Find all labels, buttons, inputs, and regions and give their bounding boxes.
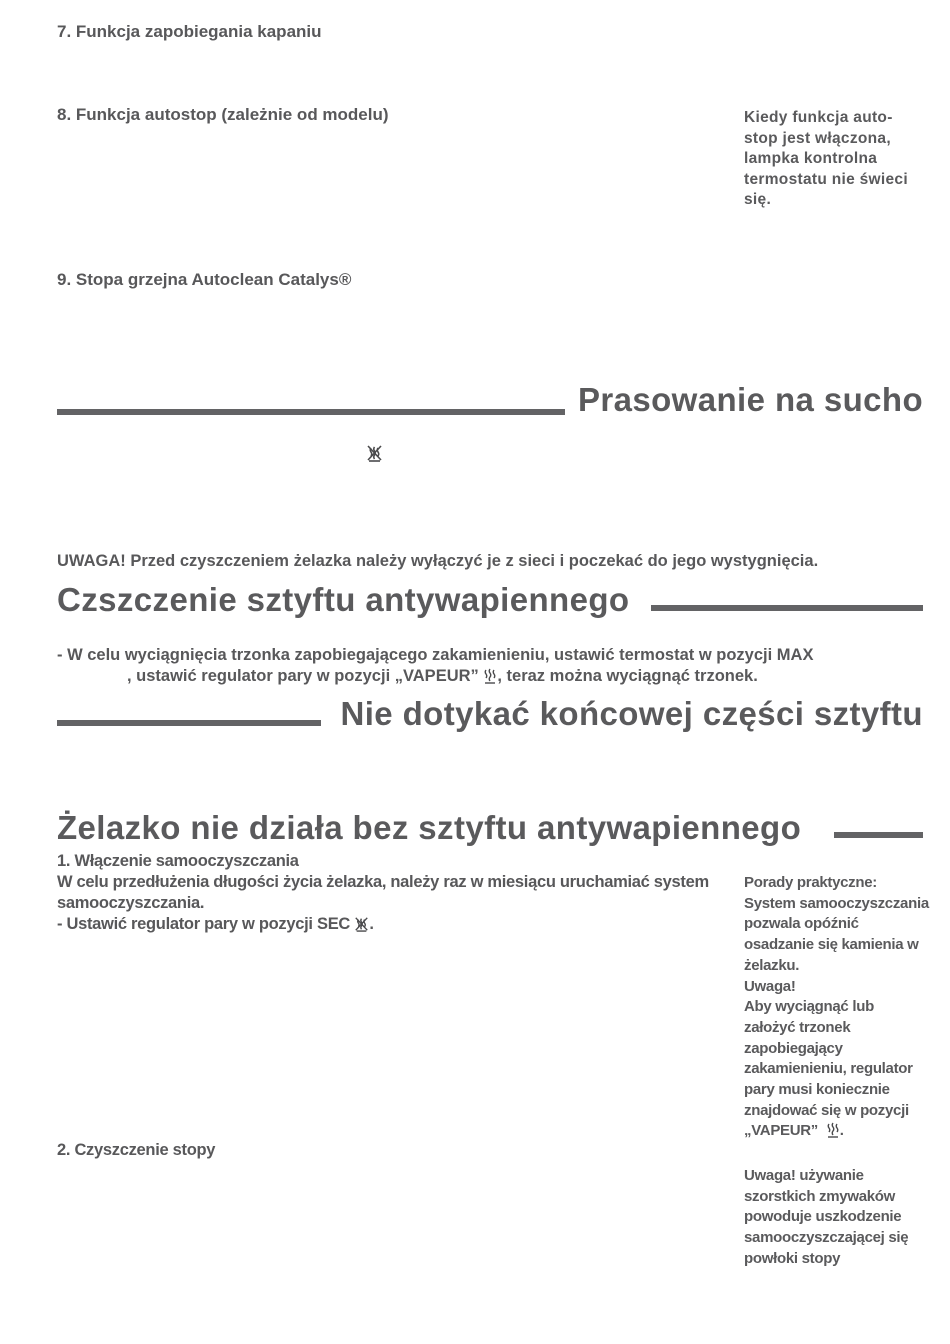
self-clean-part: . [369, 915, 374, 933]
self-clean-line: samooczyszczania. [57, 894, 205, 912]
tips-line: zapobiegający [744, 1039, 843, 1057]
tips-sidebar [744, 873, 939, 1269]
autostop-note-line: Kiedy funkcja auto- [744, 109, 893, 126]
self-clean-line [57, 914, 727, 938]
tips-line: znajdować się w pozycji [744, 1101, 909, 1119]
section-7-title: 7. Funkcja zapobiegania kapaniu [57, 22, 322, 41]
tips-line: osadzanie się kamienia w [744, 936, 919, 954]
dry-steam-off-icon [354, 916, 369, 938]
tips-warning-line: Uwaga! używanie [744, 1166, 864, 1184]
steam-icon [826, 1122, 840, 1145]
tips-vapeur-label: „VAPEUR” [744, 1122, 818, 1140]
steam-icon [483, 668, 497, 690]
tips-line: założyć trzonek [744, 1018, 851, 1036]
instruction-part: , ustawić regulator pary w pozycji „VAPEUR” [127, 667, 479, 685]
autostop-note-line: lampka kontrolna [744, 150, 878, 168]
self-clean-section [57, 851, 727, 938]
sole-cleaning-title: 2. Czyszczenie stopy [57, 1141, 216, 1159]
autostop-note-line: termostatu nie świeci [744, 170, 908, 188]
dry-steam-off-icon [366, 444, 383, 467]
cleaning-instruction [57, 645, 927, 690]
tips-line: pozwala opóźnić [744, 915, 859, 933]
cleaning-warning: UWAGA! Przed czyszczeniem żelazka należy wyłączyć je z sieci i poczekać do jego wystygnięcia. [57, 552, 819, 570]
tips-line: żelazku. [744, 956, 800, 974]
heading-not-working: Żelazko nie działa bez sztyftu antywapiennego [57, 809, 802, 846]
tips-warning-line: powoduje uszkodzenie [744, 1208, 902, 1226]
tips-line [744, 1121, 939, 1145]
autostop-note-line: się. [744, 191, 772, 209]
instruction-line [57, 666, 927, 690]
heading-rule [57, 409, 565, 415]
self-clean-line: W celu przedłużenia długości życia żelazka, należy raz w miesiącu uruchamiać system [57, 873, 709, 891]
tips-warning-line: szorstkich zmywaków [744, 1187, 896, 1205]
section-9-title: 9. Stopa grzejna Autoclean Catalys® [57, 270, 352, 289]
tips-part: . [839, 1122, 844, 1140]
self-clean-title: 1. Włączenie samooczyszczania [57, 852, 299, 870]
heading-cleaning: Czszczenie sztyftu antywapiennego [57, 581, 630, 618]
heading-dry-ironing: Prasowanie na sucho [577, 381, 923, 418]
tips-line: zakamienieniu, regulator [744, 1060, 913, 1078]
self-clean-part: - Ustawić regulator pary w pozycji SEC [57, 915, 351, 933]
heading-rule [651, 605, 923, 611]
tips-warning-line: powłoki stopy [744, 1249, 841, 1267]
autostop-note-line: stop jest włączona, [744, 129, 891, 147]
tips-line: pary musi koniecznie [744, 1081, 890, 1099]
tips-line: Aby wyciągnąć lub [744, 998, 874, 1016]
instruction-part: , teraz można wyciągnąć trzonek. [497, 667, 758, 685]
instruction-line: - W celu wyciągnięcia trzonka zapobiegającego zakamienieniu, ustawić termostat w pozycji MAX [57, 646, 814, 664]
tips-line: System samooczyszczania [744, 894, 929, 912]
tips-warning-line: samooczyszczającej się [744, 1228, 909, 1246]
heading-rule [57, 720, 321, 726]
heading-rule [834, 832, 923, 838]
section-8-title: 8. Funkcja autostop (zależnie od modelu) [57, 105, 389, 124]
tips-line: Uwaga! [744, 977, 796, 995]
tips-spacer [744, 1145, 939, 1166]
autostop-note [744, 108, 934, 211]
tips-line: Porady praktyczne: [744, 874, 877, 891]
heading-do-not-touch: Nie dotykać końcowej części sztyftu [340, 695, 923, 732]
